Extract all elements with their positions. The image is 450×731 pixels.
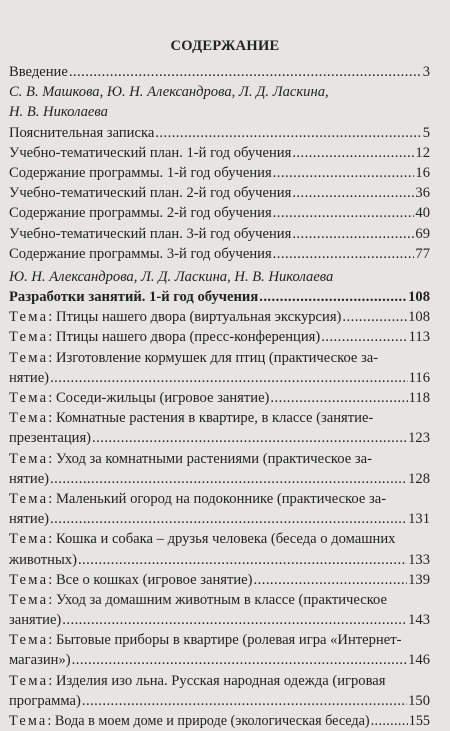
toc-entry-label: магазин») bbox=[9, 652, 71, 669]
tema-label: Тема bbox=[9, 672, 49, 689]
tema-label: Тема bbox=[9, 591, 49, 608]
toc-entry-label: Учебно-тематический план. 2-й год обучения bbox=[9, 185, 292, 202]
dot-leader bbox=[292, 183, 414, 203]
toc-entry-continuation bbox=[9, 650, 430, 670]
authors-line: Н. В. Николаева bbox=[9, 104, 108, 121]
toc-entry-label: : Маленький огород на подоконнике (практическое за- bbox=[48, 490, 387, 507]
dot-leader bbox=[72, 650, 407, 670]
toc-entry-label: Учебно-тематический план. 1-й год обучения bbox=[9, 144, 292, 161]
toc-entry-topic bbox=[9, 327, 430, 347]
toc-entry bbox=[9, 203, 430, 223]
toc-entry-intro bbox=[9, 62, 430, 82]
toc-entry-page: 118 bbox=[408, 390, 430, 406]
toc-entry-continuation bbox=[9, 509, 430, 529]
toc-entry-label: нятие) bbox=[9, 511, 50, 528]
toc-entry-page: 150 bbox=[408, 692, 430, 709]
toc-entry-topic bbox=[9, 630, 430, 650]
dot-leader bbox=[371, 711, 408, 731]
toc-entry-topic bbox=[9, 590, 430, 610]
dot-leader bbox=[50, 469, 407, 489]
toc-entry-label: : Изделия изо льна. Русская народная одежда (игровая bbox=[48, 672, 386, 689]
dot-leader bbox=[78, 550, 407, 570]
toc-entry-topic bbox=[9, 408, 430, 428]
toc-entry-page: 146 bbox=[408, 652, 430, 669]
toc-entry-page: 36 bbox=[415, 185, 430, 202]
toc-entry-label: : Соседи-жильцы (игровое занятие) bbox=[48, 390, 270, 406]
toc-entry-page: 69 bbox=[415, 225, 430, 242]
toc-entry-label: Содержание программы. 2-й год обучения bbox=[9, 205, 272, 222]
toc-entry-page: 16 bbox=[415, 164, 430, 181]
toc-entry-continuation bbox=[9, 428, 430, 448]
toc-entry-label: : Кошка и собака – друзья человека (беседа о домашних bbox=[48, 531, 396, 548]
toc-entry-label: : Вода в моем доме и природе (экологическая беседа) bbox=[47, 713, 370, 729]
toc-entry-page: 139 bbox=[408, 571, 430, 588]
toc-section-heading bbox=[9, 287, 430, 307]
dot-leader bbox=[82, 691, 407, 711]
toc-entry-topic bbox=[9, 570, 430, 590]
toc-entry-page: 108 bbox=[408, 289, 430, 306]
tema-label: Тема bbox=[9, 349, 49, 366]
toc-entry-page: 40 bbox=[415, 205, 430, 222]
toc-entry-label: Введение bbox=[9, 64, 68, 80]
toc-entry-label: Содержание программы. 3-й год обучения bbox=[9, 245, 272, 262]
toc-entry-continuation bbox=[9, 469, 430, 489]
dot-leader bbox=[292, 224, 414, 244]
toc-entry bbox=[9, 143, 430, 163]
toc-entry-page: 133 bbox=[408, 551, 430, 568]
toc-entry bbox=[9, 123, 430, 143]
toc-entry-topic bbox=[9, 449, 430, 469]
toc-entry-topic bbox=[9, 671, 430, 691]
toc-entry-label: Пояснительная записка bbox=[9, 124, 155, 141]
toc-entry bbox=[9, 183, 430, 203]
toc-entry bbox=[9, 224, 430, 244]
toc-entry-label: : Уход за комнатными растениями (практическое за- bbox=[48, 450, 372, 467]
toc-entry-page: 123 bbox=[408, 430, 430, 447]
toc-entry-label: : Птицы нашего двора (виртуальная экскурсия) bbox=[48, 309, 342, 326]
toc-entry-label: : Птицы нашего двора (пресс-конференция) bbox=[48, 329, 321, 346]
toc-entry-label: программа) bbox=[9, 692, 81, 709]
toc-entry-label: животных) bbox=[9, 551, 77, 568]
toc-entry bbox=[9, 163, 430, 183]
toc-entry-label: нятие) bbox=[9, 470, 50, 487]
toc-entry-page: 12 bbox=[415, 144, 430, 161]
toc-entry-page: 128 bbox=[408, 470, 430, 487]
toc-entry-continuation bbox=[9, 368, 430, 388]
toc-entry-topic bbox=[9, 348, 430, 368]
toc-entry-topic bbox=[9, 529, 430, 549]
dot-leader bbox=[50, 368, 408, 388]
toc-entry-page: 5 bbox=[422, 124, 430, 141]
dot-leader bbox=[254, 570, 408, 590]
toc-entry-label: нятие) bbox=[9, 369, 50, 386]
dot-leader bbox=[321, 327, 407, 347]
toc-entry-continuation bbox=[9, 610, 430, 630]
toc-entry-page: 116 bbox=[408, 369, 430, 386]
authors-line: С. В. Машкова, Ю. Н. Александрова, Л. Д. Ласкина, bbox=[9, 84, 329, 101]
dot-leader bbox=[259, 287, 407, 307]
dot-leader bbox=[92, 428, 407, 448]
dot-leader bbox=[273, 203, 415, 223]
tema-label: Тема bbox=[9, 410, 49, 427]
toc-entry-label: : Все о кошках (игровое занятие) bbox=[48, 571, 253, 588]
toc-entry-continuation bbox=[9, 691, 430, 711]
tema-label: Тема bbox=[9, 329, 49, 346]
authors-line: Ю. Н. Александрова, Л. Д. Ласкина, Н. В. Николаева bbox=[9, 268, 334, 285]
dot-leader bbox=[62, 610, 407, 630]
toc-entry-label: занятие) bbox=[9, 612, 62, 629]
toc-entry-continuation bbox=[9, 550, 430, 570]
tema-label: Тема bbox=[9, 450, 49, 467]
toc-entry-page: 3 bbox=[422, 64, 430, 80]
toc-entry-label: : Изготовление кормушек для птиц (практическое за- bbox=[48, 349, 379, 366]
toc-entry-topic bbox=[9, 307, 430, 327]
toc-entry-page: 131 bbox=[408, 511, 430, 528]
toc-entry-topic bbox=[9, 388, 430, 408]
tema-label: Тема bbox=[9, 309, 49, 326]
tema-label: Тема bbox=[9, 713, 48, 729]
toc-entry-label: Учебно-тематический план. 3-й год обучения bbox=[9, 225, 292, 242]
toc-entry-label: презентация) bbox=[9, 430, 92, 447]
dot-leader bbox=[292, 143, 414, 163]
tema-label: Тема bbox=[9, 632, 49, 649]
dot-leader bbox=[342, 307, 407, 327]
toc-entry-page: 77 bbox=[415, 245, 430, 262]
toc-entry-page: 113 bbox=[408, 329, 430, 346]
toc-entry-topic bbox=[9, 489, 430, 509]
toc-entry-page: 143 bbox=[408, 612, 430, 629]
toc-entry-label: : Бытовые приборы в квартире (ролевая игра «Интернет- bbox=[48, 632, 402, 649]
toc-entry-label: Разработки занятий. 1-й год обучения bbox=[9, 289, 259, 306]
dot-leader bbox=[155, 123, 421, 143]
toc-entry-label: Содержание программы. 1-й год обучения bbox=[9, 164, 272, 181]
toc-entry-page: 155 bbox=[408, 713, 430, 729]
dot-leader bbox=[69, 62, 422, 82]
dot-leader bbox=[273, 244, 415, 264]
toc-entry-label: : Уход за домашним животным в классе (практическое bbox=[48, 591, 388, 608]
dot-leader bbox=[270, 388, 407, 408]
tema-label: Тема bbox=[9, 531, 49, 548]
dot-leader bbox=[273, 163, 415, 183]
tema-label: Тема bbox=[9, 490, 49, 507]
toc-entry bbox=[9, 244, 430, 264]
dot-leader bbox=[50, 509, 407, 529]
toc-entry-topic bbox=[9, 711, 430, 731]
toc-entry-label: : Комнатные растения в квартире, в классе (занятие- bbox=[48, 410, 374, 427]
table-of-contents bbox=[9, 62, 430, 731]
toc-entry-page: 108 bbox=[408, 309, 430, 326]
tema-label: Тема bbox=[9, 571, 49, 588]
tema-label: Тема bbox=[9, 390, 49, 406]
page-title: СОДЕРЖАНИЕ bbox=[170, 38, 280, 54]
